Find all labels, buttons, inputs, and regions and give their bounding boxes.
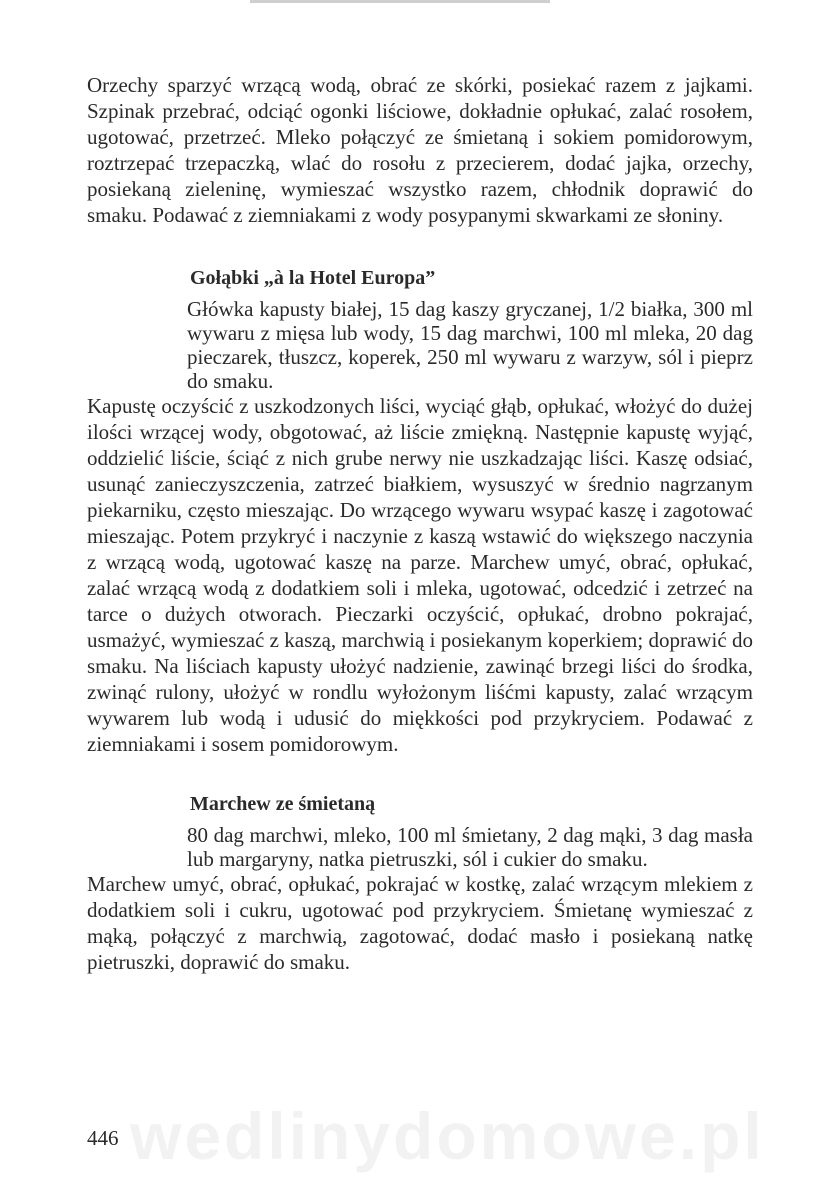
recipe-instructions-golabki: Kapustę oczyścić z uszkodzonych liści, wyciąć głąb, opłukać, włożyć do dużej ilości wrzącej wody, obgotować, aż liście zmiękną. Następnie kapustę wyjąć, oddzielić liście, ściąć z nich grube nerwy nie uszkadzając liści. Kaszę odsiać, usunąć zanieczyszczenia, zatrzeć białkiem, wysuszyć w średnio nagrzanym piekarniku, często mieszając. Do wrzącego wywaru wsypać kaszę i zagotować mieszając. Potem przykryć i naczynie z kaszą wstawić do większego naczynia z wrzącą wodą, ugotować kaszę na parze. Marchew umyć, obrać, opłukać, zalać wrzącą wodą z dodatkiem soli i mleka, ugotować, odcedzić i zetrzeć na tarce o dużych otworach. Pieczarki oczyścić, opłukać, drobno pokrajać, usmażyć, wymieszać z kaszą, marchwią i posiekanym koperkiem; doprawić do smaku. Na liściach kapusty ułożyć nadzienie, zawinąć brzegi liści do środka, zwinąć rulony, ułożyć w rondlu wyłożonym liśćmi kapusty, zalać wrzącym wywarem lub wodą i udusić do miękkości pod przykryciem. Podawać z ziemniakami i sosem pomidorowym.	[87, 394, 753, 756]
page-number: 446	[87, 1126, 119, 1150]
intro-paragraph: Orzechy sparzyć wrzącą wodą, obrać ze skórki, posiekać razem z jajkami. Szpinak przebrać, odciąć ogonki liściowe, dokładnie opłukać, zalać rosołem, ugotować, przetrzeć. Mleko połączyć ze śmietaną i sokiem pomidorowym, roztrzepać trzepaczką, wlać do rosołu z przecierem, dodać jajka, orzechy, posiekaną zieleninę, wymieszać wszystko razem, chłodnik doprawić do smaku. Podawać z ziemniakami z wody posypanymi skwarkami ze słoniny.	[87, 73, 753, 227]
recipe-title-marchew: Marchew ze śmietaną	[190, 793, 376, 815]
recipe-title-golabki: Gołąbki „à la Hotel Europa”	[190, 267, 436, 289]
recipe-instructions-marchew: Marchew umyć, obrać, opłukać, pokrajać w kostkę, zalać wrzącym mlekiem z dodatkiem soli i cukru, ugotować pod przykryciem. Śmietanę wymieszać z mąką, połączyć z marchwią, zagotować, dodać masło i posiekaną natkę pietruszki, doprawić do smaku.	[87, 872, 753, 974]
page-content	[87, 72, 753, 975]
page-top-edge	[250, 0, 550, 3]
recipe-ingredients-golabki: Główka kapusty białej, 15 dag kaszy gryczanej, 1/2 białka, 300 ml wywaru z mięsa lub wody, 15 dag marchwi, 100 ml mleka, 20 dag pieczarek, tłuszcz, koperek, 250 ml wywaru z warzyw, sól i pieprz do smaku.	[187, 297, 753, 393]
recipe-ingredients-marchew: 80 dag marchwi, mleko, 100 ml śmietany, 2 dag mąki, 3 dag masła lub margaryny, natka pietruszki, sól i cukier do smaku.	[187, 823, 753, 871]
watermark: wedlinydomowe.pl	[130, 1099, 765, 1173]
